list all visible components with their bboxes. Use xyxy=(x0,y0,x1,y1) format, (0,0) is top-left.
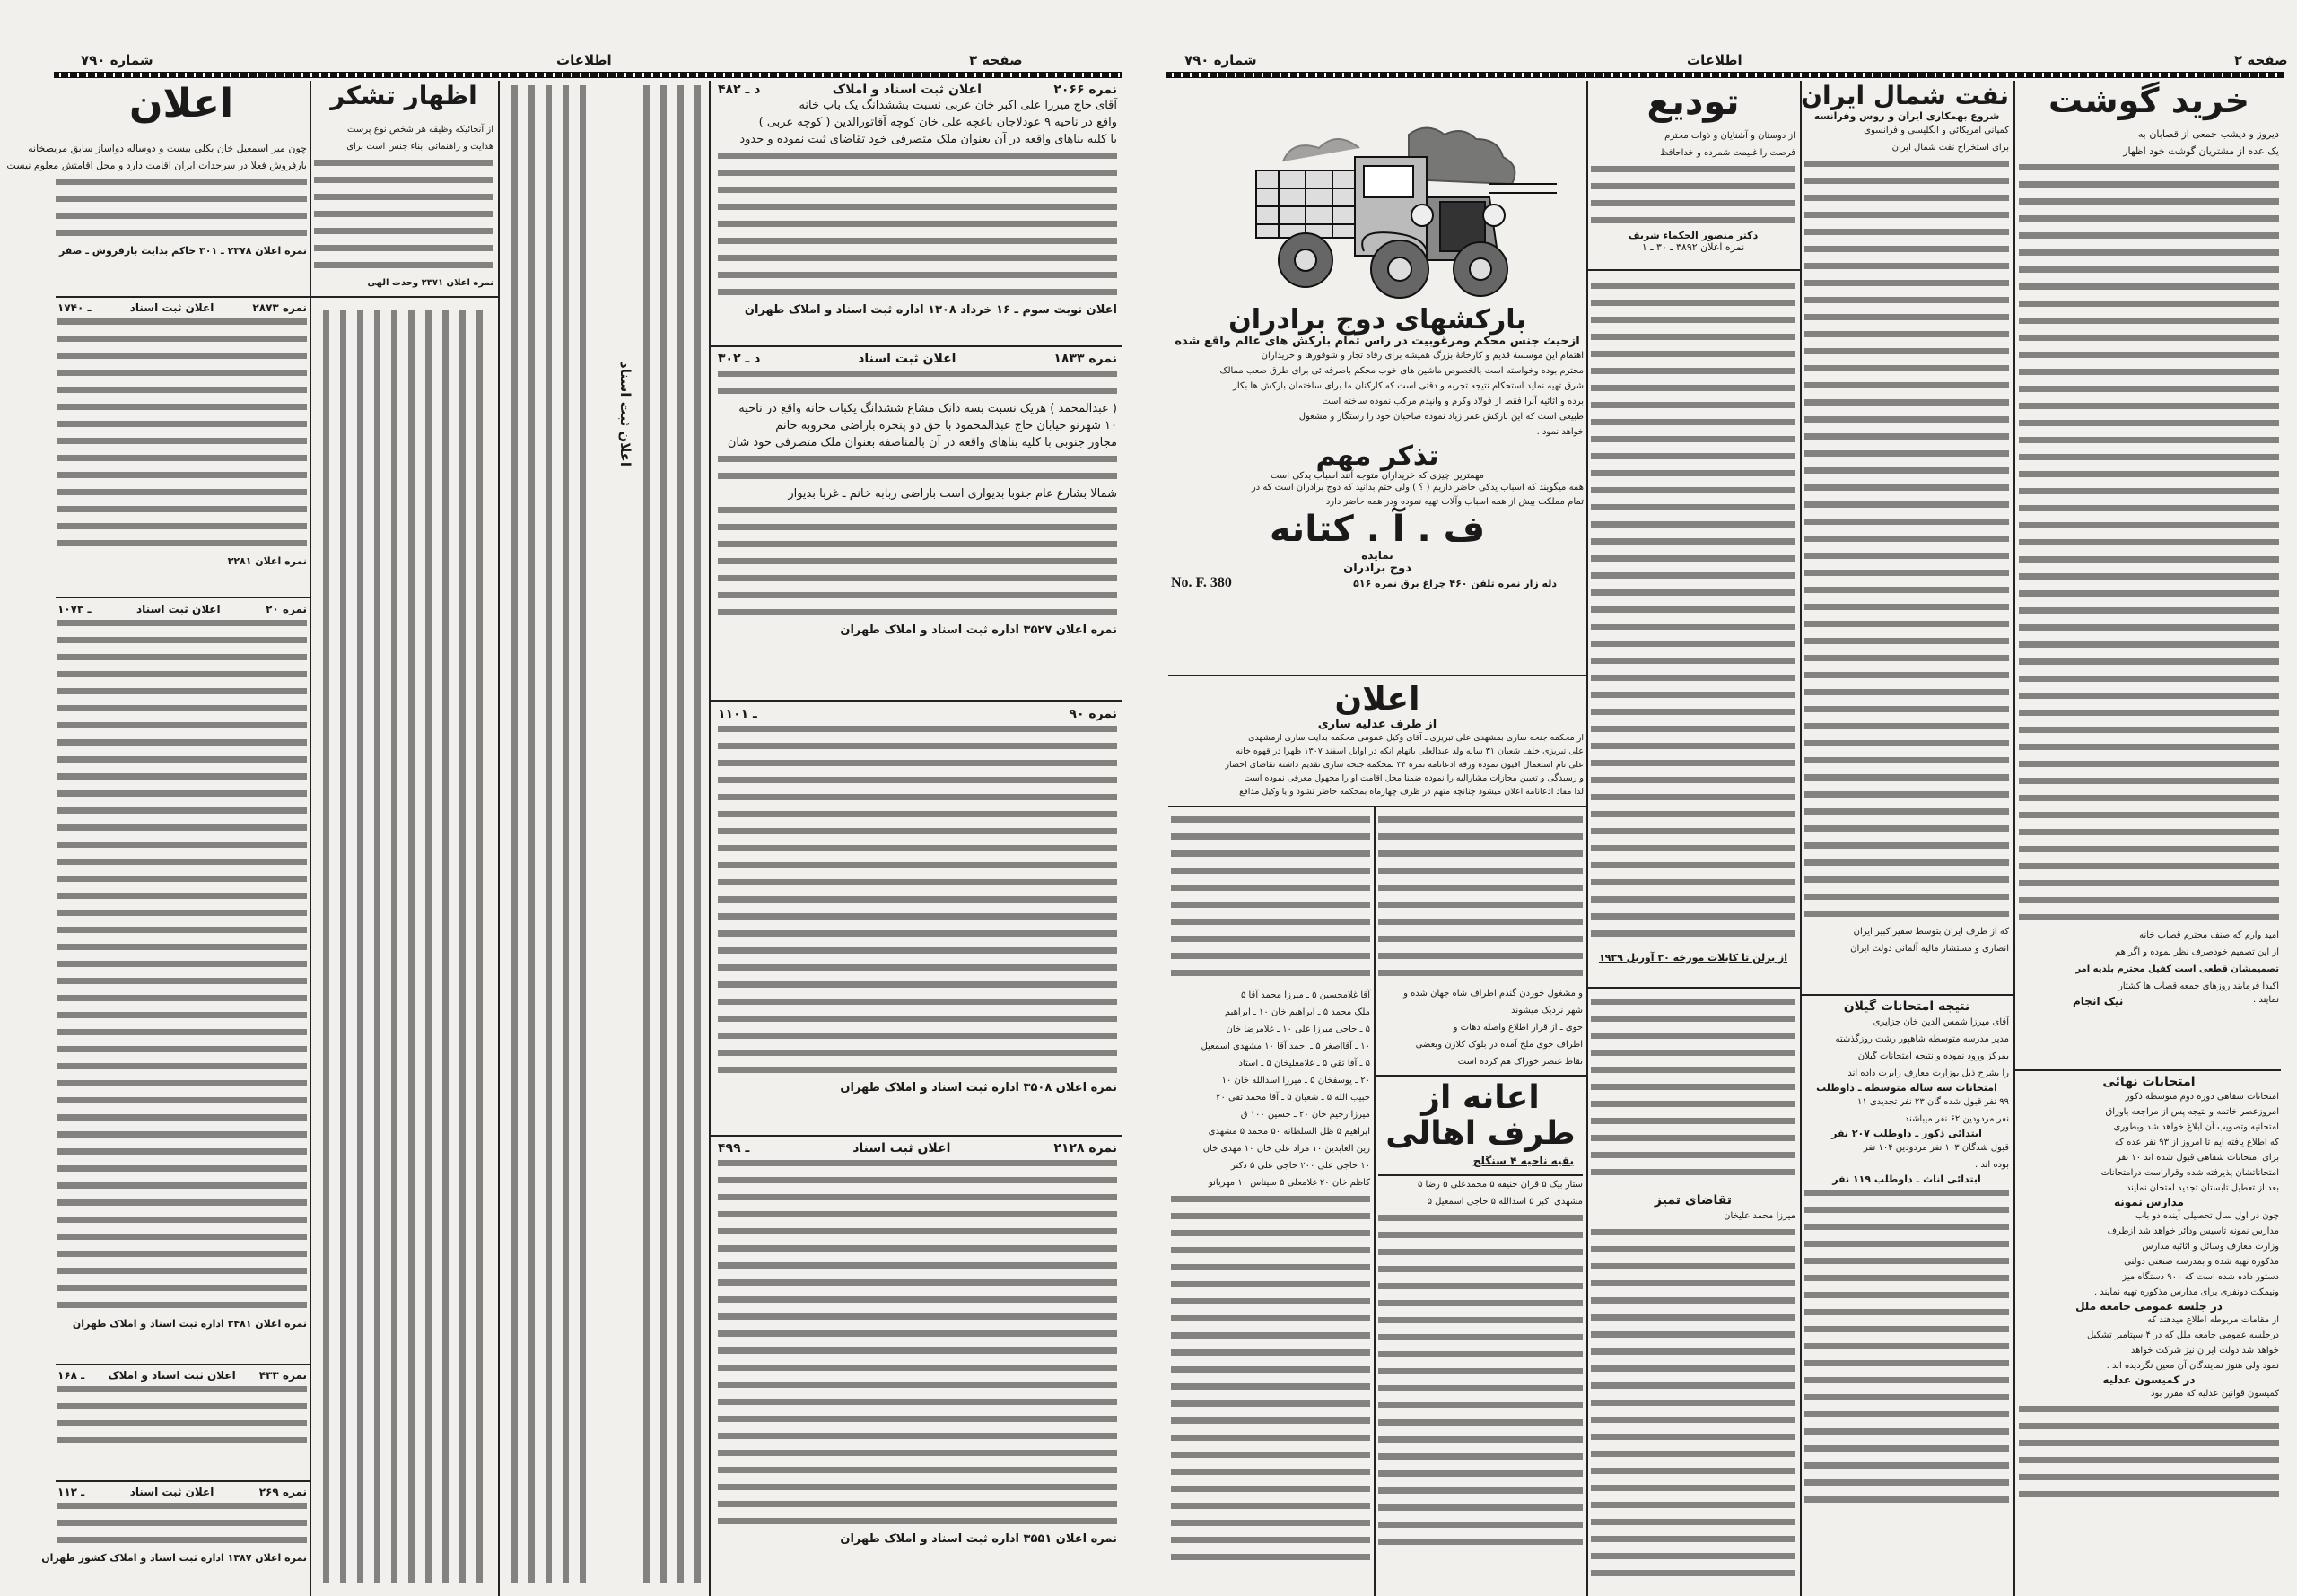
article-line: قبول شدگان ۱۰۳ نفر مردودین ۱۰۴ نفر xyxy=(1863,1143,2009,1153)
news-line: نقاط غنصر خوراک هم کرده است xyxy=(1457,1057,1583,1067)
divider xyxy=(311,296,498,298)
article-line: دیروز و دیشب جمعی از قصابان به xyxy=(2137,127,2279,140)
exam-subhead: ابتدائی اناث ـ داوطلب ۱۱۹ نفر xyxy=(1832,1173,1981,1185)
registry-notice-90 xyxy=(718,707,1117,1096)
divider xyxy=(56,597,310,598)
notice-footer: نمره اعلان ۳۸۹۲ ـ ۳۰ ـ ۱ xyxy=(1641,241,1745,253)
meat-signature: نیک انجام xyxy=(2073,994,2124,1007)
notice-code: ـ ۱۰۷۳ xyxy=(57,603,92,615)
rotated-title: اعلان ثبت اسناد xyxy=(617,361,633,467)
article-line: از دوستان و آشنایان و ذوات محترم xyxy=(1664,131,1795,141)
agent-name: ف . آ . کتانه xyxy=(1269,509,1486,550)
article-line: برای استخراج نفت شمال ایران xyxy=(1891,142,2009,153)
donor-line: مشهدی اکبر ۵ اسدالله ۵ حاجی اسمعیل ۵ xyxy=(1427,1197,1583,1208)
notice-line: واقع در ناحیه ۹ عودلاجان باغچه علی خان کوچه آقاتورالدین ( کوچه عربی ) xyxy=(758,116,1117,129)
thanks-title: اظهار تشکر xyxy=(330,81,477,110)
article-line: میرزا محمد علیخان xyxy=(1724,1211,1795,1221)
donor-line: کاظم خان ۲۰ غلامعلی ۵ سیناس ۱۰ مهربانو xyxy=(1208,1178,1370,1188)
registry-notice xyxy=(57,603,307,1332)
article-line: امتحانات شفاهی دوره دوم متوسطه ذکور xyxy=(2125,1092,2279,1102)
ad-line: مهمترین چیزی که خریداران متوجه آنند اسباب یدکی است xyxy=(1271,471,1484,481)
donor-line: ۵ ـ آقا تقی ۵ ـ غلامعلیخان ۵ ـ استاد xyxy=(1238,1059,1370,1068)
donations-article xyxy=(1378,1080,1583,1551)
notice-line: ( عبدالمحمد ) هریک نسبت بسه دانک مشاع ششدانگ یکباب خانه واقع در ناحیه xyxy=(738,402,1117,415)
donor-list-body xyxy=(1171,1191,1370,1566)
article-line: را بشرح ذیل بوزارت معارف رایرت داده اند xyxy=(1847,1068,2009,1078)
ad-line: اهتمام این موسسهٔ قدیم و کارخانهٔ بزرگ همیشه برای رفاه تجار و شوفورها و خریداران xyxy=(1261,351,1584,361)
ad-line: خواهد نمود . xyxy=(1536,427,1584,437)
ad-line: برده و اثاثیه آنرا فقط از فولاد وکرم و وانیدم مرکب نموده ساخته است xyxy=(1322,397,1584,406)
divider xyxy=(2015,1069,2281,1071)
notice-footer: نمره اعلان ۳۴۸۱ اداره ثبت اسناد و املاک طهران xyxy=(72,1318,307,1330)
league-title: در جلسه عمومی جامعه ملل xyxy=(2075,1300,2223,1313)
final-exams-title: امتحانات نهائی xyxy=(2102,1075,2196,1089)
registry-notice-2066 xyxy=(718,83,1117,318)
notice-body xyxy=(57,1382,307,1450)
meat-title: خرید گوشت xyxy=(2048,81,2249,120)
ad-line: محترم بوده وخواسته است بالخصوص ماشین های خوب محکم باصرفه ئی برای طرق صعب ممالک xyxy=(1219,366,1584,376)
column-divider xyxy=(1800,81,1802,1596)
rotated-notices xyxy=(639,85,703,1583)
news-body xyxy=(1171,812,1370,982)
divider xyxy=(1168,806,1586,807)
header-rule xyxy=(1166,72,2284,78)
column-divider xyxy=(709,81,711,1596)
notice-title: اعلان ثبت اسناد و املاک xyxy=(108,1369,236,1382)
north-oil-subhead: شروع بهمکاری ایران و روس وفرانسه xyxy=(1813,109,2000,122)
court-line: و رسیدگی و تعیین مجازات مشارالیه را نموده ضمنا محل اقامت او را مجهول معرفی نموده است xyxy=(1244,772,1584,783)
article-line: چون میر اسمعیل خان بکلی بیست و دوساله دواساز سابق مریضخانه xyxy=(28,143,307,155)
column-divider xyxy=(310,81,311,1596)
dateline: از برلن تا کابلات مورخه ۳۰ آوریل ۱۹۳۹ xyxy=(1598,952,1788,964)
article-body xyxy=(1591,1225,1795,1583)
article-body xyxy=(1591,161,1795,230)
agent-role: نمایده xyxy=(1361,549,1393,562)
locust-news xyxy=(1378,985,1583,1070)
news-line: شهر نزدیک میشوند xyxy=(1511,1006,1583,1016)
article-line: مدارس نمونه تاسیس ودائر خواهد شد ازطرف xyxy=(2107,1226,2279,1236)
registry-notice-2128 xyxy=(718,1141,1117,1548)
notice-number: نمره ۲۸۷۳ xyxy=(252,301,307,314)
article-line: امروزعصر خاتمه و نتیجه پس از مراجعه باوراق xyxy=(2105,1107,2279,1117)
divider xyxy=(56,1480,310,1482)
article-line: که اطلاع یافته ایم تا امروز از ۹۳ نفر عده که xyxy=(2114,1138,2279,1147)
divider xyxy=(1376,1075,1586,1077)
notice-footer: نمره اعلان ۳۲۸۱ xyxy=(227,555,307,567)
donor-line: ابراهیم ۵ ظل السلطانه ۵۰ محمد ۵ مشهدی xyxy=(1208,1127,1370,1137)
registry-notice-1833 xyxy=(718,352,1117,639)
article-line: آقای میرزا شمس الدین خان جزایری xyxy=(1873,1017,2009,1027)
divider xyxy=(711,700,1122,702)
article-line: از آنجائیکه وظیفه هر شخص نوع پرست xyxy=(347,124,493,135)
farewell-title: تودیع xyxy=(1646,82,1740,123)
donor-line: زین العابدین ۱۰ مراد علی خان ۱۰ مهدی خان xyxy=(1202,1144,1370,1154)
column-divider xyxy=(2013,81,2015,1596)
notice-number: نمره ۲۰۶۶ xyxy=(1053,83,1117,97)
donor-line: ۵ ـ حاجی میرزا علی ۱۰ ـ غلامرضا خان xyxy=(1226,1025,1370,1034)
ad-address: دله زار نمره تلفن ۴۶۰ چراغ برق نمره ۵۱۶ xyxy=(1353,578,1557,589)
notice-line: ۱۰ شهرنو خیابان حاج عبدالمحمود با حق دو پنجره باراضی مخروبه خانم xyxy=(775,419,1117,432)
notice-body xyxy=(57,615,307,1315)
notice-body xyxy=(57,314,307,553)
article-line: یک عده از مشتریان گوشت خود اظهار xyxy=(2123,144,2279,157)
article-line: بعد از تعطیل تابستان تجدید امتحان نمایند xyxy=(2126,1183,2279,1193)
ad-line: همه میگویند که اسباب یدکی حاضر داریم ( ؟ ) ولی حتم بدانید که دوج برادران است که در xyxy=(1251,483,1584,493)
ad-line: شرق تهیه نماید استحکام نتیجه تجربه و دقتی است که کارکنان ما برای ساختمان بارکش ها بکار xyxy=(1233,381,1584,391)
notice-footer: نمره اعلان ۳۵۰۸ اداره ثبت اسناد و املاک طهران xyxy=(840,1081,1117,1095)
donations-body xyxy=(1378,1210,1583,1551)
article-line: چون در اول سال تحصیلی آینده دو باب xyxy=(2135,1211,2279,1221)
exam-subhead: امتحانات سه ساله متوسطه ـ داوطلب xyxy=(1816,1082,1997,1094)
divider xyxy=(1802,994,2013,996)
donor-list xyxy=(1171,987,1370,1566)
article-line: مدیر مدرسه متوسطه شاهپور رشت روزگذشته xyxy=(1835,1034,2009,1044)
registry-notice xyxy=(57,1369,307,1450)
notice-title: اعلان ثبت اسناد xyxy=(129,1486,214,1498)
rotated-notices xyxy=(319,310,489,1583)
notice-line: با کلیه بناهای واقعه در آن بعنوان ملک متصرفی خود تقاضای ثبت نموده و حدود xyxy=(739,133,1117,146)
article-line: از این تصمیم خودصرف نظر نموده و اگر هم xyxy=(2114,946,2279,957)
article-body xyxy=(314,155,493,275)
article-line: مذکوره تهیه شده و بمدرسه صنعتی دولتی xyxy=(2124,1257,2279,1267)
newspaper-name: اطلاعات xyxy=(1687,52,1742,68)
issue-number: شماره ۷۹۰ xyxy=(81,52,153,68)
article-line: بوده اند . xyxy=(1975,1160,2009,1170)
notice-line: آقای حاج میرزا علی اکبر خان عربی نسبت بششدانگ یک باب خانه xyxy=(799,99,1117,112)
notice-code: د ـ ۳۰۲ xyxy=(718,352,761,366)
appeal-title: تقاضای تمیز xyxy=(1654,1193,1733,1208)
article-line: ۹۹ نفر قبول شده گان ۲۳ نفر تجدیدی ۱۱ xyxy=(1856,1097,2009,1107)
notice-line: مجاور جنوبی با کلیه بناهای واقعه در آن بالمناصفه بعنوان ملک متصرفی خود شان xyxy=(727,436,1117,449)
article-line: امید وارم که صنف محترم قصاب خانه xyxy=(2139,929,2279,940)
notice-code: ـ ۱۱۰۱ xyxy=(718,707,757,721)
donor-line: میرزا رحیم خان ۲۰ ـ حسین ۱۰۰ ق xyxy=(1240,1110,1370,1120)
registry-notice xyxy=(57,301,307,570)
article-line: خواهد شد دولت ایران نیز شرکت خواهد xyxy=(2130,1346,2279,1356)
model-schools-title: مدارس نمونه xyxy=(2114,1196,2184,1208)
court-notice-title: اعلان xyxy=(1334,681,1420,718)
court-notice-subtitle: از طرف عدلیه ساری xyxy=(1317,717,1437,731)
notice-code: ـ ۱۶۸ xyxy=(57,1369,85,1382)
ad-reference: No. F. 380 xyxy=(1171,575,1232,590)
notice-body xyxy=(718,502,1117,622)
news-line: خوی ـ از قرار اطلاع واصله دهات و xyxy=(1453,1023,1583,1033)
article-body xyxy=(1804,156,2009,923)
column-divider xyxy=(1374,807,1376,1596)
truck-illustration xyxy=(1220,117,1561,305)
notice-line: شمالا بشارع عام جنوبا بدیواری است باراضی ربابه خانم ـ غربا بدیوار xyxy=(788,487,1117,501)
news-line: اطراف خوی ملخ آمده در بلوک کلازن وبعضی xyxy=(1415,1040,1583,1050)
article-line: بمرکز ورود نموده و نتیجه امتحانات گیلان xyxy=(1857,1051,2009,1061)
divider xyxy=(56,1364,310,1365)
notice-body xyxy=(718,148,1117,301)
article-body xyxy=(56,174,307,242)
court-notice xyxy=(1171,682,1584,798)
donor-line: حبیب الله ۵ ـ شعبان ۵ ـ آقا محمد تقی ۲۰ xyxy=(1216,1093,1370,1103)
exam-subhead: ابتدائی ذکور ـ داوطلب ۲۰۷ نفر xyxy=(1831,1128,1982,1139)
notice-code: ـ ۴۹۹ xyxy=(718,1141,750,1156)
news-line: و مشغول خوردن گندم اطراف شاه جهان شده و xyxy=(1403,989,1583,999)
notice-number: نمره ۱۸۳۳ xyxy=(1053,352,1117,366)
meat-article xyxy=(2019,83,2279,1007)
donor-line: ۱۰ ـ آقااصغر ۵ ـ احمد آقا ۱۰ مشهدی اسمعیل xyxy=(1201,1042,1370,1051)
gilan-exams-article xyxy=(1804,999,2009,1509)
court-line: از محکمه جنحه ساری بمشهدی علی تبریزی ـ آقای وکیل عمومی محکمه بدایت ساری ازمشهدی xyxy=(1248,732,1584,743)
donations-subtitle: بقیه ناحیه ۴ سنگلج xyxy=(1472,1155,1574,1168)
article-line: امتحاناتشان پذیرفته شده وقراراست درامتحانات xyxy=(2100,1168,2279,1178)
divider xyxy=(56,296,310,298)
article-line: دستور داده شده است که ۹۰۰ دستگاه میز xyxy=(2122,1272,2279,1282)
article-line: نفر مردودین ۶۲ نفر میباشند xyxy=(1904,1114,2009,1124)
article-line: انصاری و مستشار مالیه آلمانی دولت ایران xyxy=(1850,943,2009,954)
article-line: تصمیمشان قطعی است کفیل محترم بلدیه امر xyxy=(2075,964,2279,974)
notice-number: نمره ۹۰ xyxy=(1069,707,1117,721)
article-line: امتحانیه وتصویب آن ابلاغ خواهد شد وبطوری xyxy=(2113,1122,2279,1132)
article-line: برای امتحانات شفاهی قبول شده اند ۱۰ نفر xyxy=(2116,1153,2279,1163)
donor-line: ۲۰ ـ یوسفخان ۵ ـ میرزا اسدالله خان ۱۰ xyxy=(1221,1076,1370,1086)
news-body xyxy=(1591,994,1795,1182)
article-line: نمایند . xyxy=(2252,994,2279,1005)
dodge-truck-ad xyxy=(1171,305,1584,591)
ad-line: طبیعی است که این بارکش عمر زیاد نموده صاحبان خود را رستگار و مشغول xyxy=(1298,412,1584,422)
donor-line: ستار بیک ۵ قران حنیفه ۵ محمدعلی ۵ رضا ۵ xyxy=(1417,1180,1583,1190)
article-line: که از طرف ایران بتوسط سفیر کبیر ایران xyxy=(1853,926,2009,937)
article-line: وزارت معارف وسائل و اثاثیه مدارس xyxy=(2142,1242,2279,1252)
page-number: صفحه ۲ xyxy=(2234,52,2288,68)
article-line: هدایت و راهنمائی ابناء جنس است برای xyxy=(346,141,493,152)
divider xyxy=(711,1135,1122,1137)
announcement-title: اعلان xyxy=(128,81,234,126)
ad-headline: بارکشهای دوج برادران xyxy=(1228,304,1526,336)
gilan-exams-title: نتیجه امتحانات گیلان xyxy=(1843,999,1970,1014)
notice-title: اعلان ثبت اسناد و املاک xyxy=(832,83,982,97)
court-line: علی تبریزی خلف شعبان ۳۱ ساله ولد عبدالعلی باتهام آنکه در اوایل اسفند ۱۳۰۷ ظهرا در قهوه خانه xyxy=(1236,746,1584,756)
article-footer: نمره اعلان ۲۳۷۸ ـ ۳۰۱ حاکم بدایت بارفروش ـ صفر xyxy=(58,245,307,257)
article-line: کمپانی امریکائی و انگلیسی و فرانسوی xyxy=(1864,125,2009,135)
article-line: اکیدا فرمایند روزهای جمعه قصاب ها کشتار xyxy=(2118,981,2279,991)
north-oil-title: نفت شمال ایران xyxy=(1801,81,2009,110)
notice-footer: نمره اعلان ۱۳۸۷ اداره ثبت اسناد و املاک کشور طهران xyxy=(41,1552,307,1564)
court-line: علی نام استعمال افیون نموده ورقه ادعانامه نمره ۳۴ بمحکمه جنحه ساری تقدیم داشته تقاضای احضار xyxy=(1225,759,1584,770)
rotated-notices xyxy=(507,85,597,1583)
justice-commission-title: در کمیسون عدلیه xyxy=(2102,1374,2196,1386)
appeal-article xyxy=(1591,1193,1795,1583)
notice-title: اعلان ثبت اسناد xyxy=(136,603,221,615)
notice-body xyxy=(718,721,1117,1079)
news-body xyxy=(1591,278,1795,942)
donor-line: ۱۰ حاجی علی ۲۰۰ حاجی علی ۵ دکتر xyxy=(1231,1161,1370,1171)
notice-number: نمره ۲۱۲۸ xyxy=(1053,1141,1117,1156)
column-divider xyxy=(1586,81,1588,1596)
donations-title: اعانه از طرف اهالی xyxy=(1385,1079,1576,1152)
agent-company: دوج برادران xyxy=(1343,562,1411,575)
notice-title: اعلان ثبت اسناد xyxy=(129,301,214,314)
notice-title: اعلان ثبت اسناد xyxy=(858,352,956,366)
court-line: لذا مفاد ادعانامه اعلان میشود چنانچه متهم در ظرف چهارماه بمحکمه حاضر نشود و یا وکیل مدافع xyxy=(1239,786,1584,797)
article-line: از مقامات مربوطه اطلاع میدهند که xyxy=(2147,1315,2279,1325)
notice-footer: نمره اعلان ۳۵۵۱ اداره ثبت اسناد و املاک طهران xyxy=(840,1532,1117,1546)
notice-number: نمره ۴۳۳ xyxy=(258,1369,307,1382)
farewell-signature: دکتر منصور الحکماء شریف xyxy=(1628,230,1759,241)
announcement-article xyxy=(6,81,307,259)
article-body xyxy=(2019,160,2279,927)
article-footer: نمره اعلان ۲۳۷۱ وحدت الهی xyxy=(367,277,493,288)
article-line: درجلسه عمومی جامعه ملل که در ۴ سپتامبر تشکیل xyxy=(2086,1330,2279,1340)
news-body xyxy=(1378,812,1583,982)
donor-line: آقا غلامحسین ۵ ـ میرزا محمد آقا ۵ xyxy=(1240,990,1370,1000)
article-line: نمود ولی هنوز نمایندگان آن معین نگردیده اند . xyxy=(2106,1361,2279,1371)
notice-body xyxy=(57,1498,307,1549)
newspaper-name: اطلاعات xyxy=(556,52,612,68)
notice-footer: نمره اعلان ۳۵۲۷ اداره ثبت اسناد و املاک طهران xyxy=(840,624,1117,637)
article-line: ونیمکت دونفری برای مدارس مذکوره تهیه نمایند . xyxy=(2093,1287,2279,1297)
ad-line: تمام مملکت بیش از همه اسباب وآلات تهیه نموده ودر همه حاضر دارد xyxy=(1325,497,1584,507)
column-divider xyxy=(498,81,500,1596)
notice-title: تذکر مهم xyxy=(1315,440,1439,472)
final-exams-article xyxy=(2019,1075,2279,1504)
header-rule xyxy=(54,72,1122,78)
ad-subhead: ازحیث جنس محکم ومرغوبیت در راس تمام بارکش های عالم واقع شده xyxy=(1175,335,1580,348)
notice-code: ـ ۱۱۲ xyxy=(57,1486,85,1498)
notice-body xyxy=(718,1156,1117,1531)
farewell-article xyxy=(1591,83,1795,253)
donor-line: ملک محمد ۵ ـ ابراهیم خان ۱۰ ـ ابراهیم xyxy=(1224,1007,1370,1017)
notice-title: اعلان ثبت اسناد xyxy=(852,1141,951,1156)
article-line: فرصت را غنیمت شمرده و خداحافظ xyxy=(1660,148,1795,158)
notice-footer: اعلان نوبت سوم ـ ۱۶ خرداد ۱۳۰۸ اداره ثبت اسناد و املاک طهران xyxy=(744,303,1117,317)
article-body xyxy=(1804,1185,2009,1509)
notice-code: د ـ ۴۸۲ xyxy=(718,83,761,97)
notice-number: نمره ۲۰ xyxy=(266,603,307,615)
registry-notice xyxy=(41,1486,307,1566)
article-line: بارفروش فعلا در سرحدات ایران اقامت دارد و محل اقامتش معلوم نیست xyxy=(6,160,307,172)
notice-body xyxy=(718,451,1117,485)
issue-number: شماره ۷۹۰ xyxy=(1184,52,1257,68)
article-line: کمیسون قوانین عدلیه که مقرر بود xyxy=(2151,1389,2279,1399)
page-number: صفحه ۳ xyxy=(969,52,1023,68)
north-oil-article xyxy=(1801,81,2009,957)
article-body xyxy=(2019,1401,2279,1504)
notice-body xyxy=(718,366,1117,400)
divider xyxy=(1588,987,1800,989)
thanks-article xyxy=(314,83,493,292)
notice-number: نمره ۲۶۹ xyxy=(258,1486,307,1498)
divider xyxy=(1588,269,1800,271)
divider xyxy=(1168,675,1586,676)
divider xyxy=(711,345,1122,347)
notice-code: ـ ۱۷۴۰ xyxy=(57,301,92,314)
